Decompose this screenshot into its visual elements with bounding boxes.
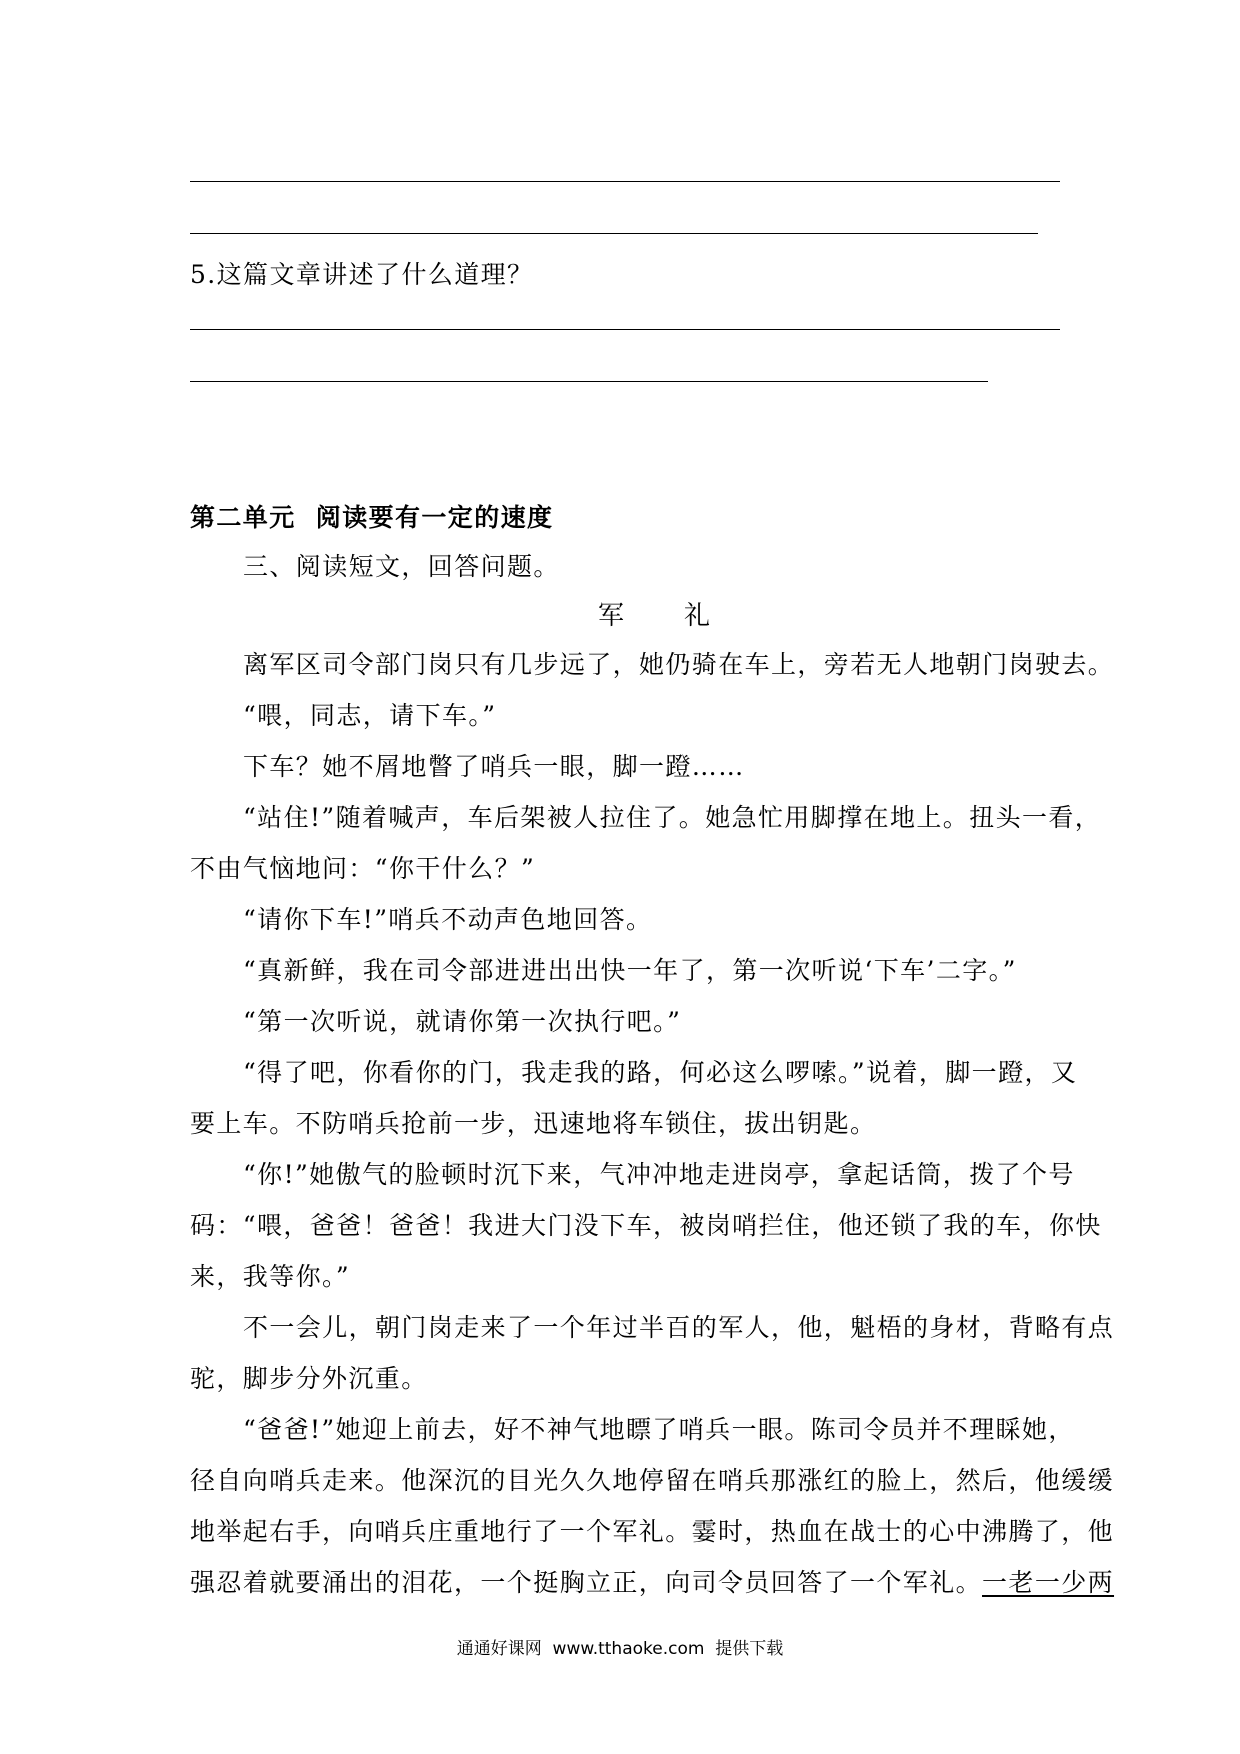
paragraph-line: 驼，脚步分外沉重。 bbox=[190, 1364, 428, 1393]
paragraph-line: 不由气恼地问：“你干什么？” bbox=[190, 854, 536, 883]
paragraph-line: “喂，同志，请下车。” bbox=[243, 701, 497, 730]
answer-line[interactable] bbox=[190, 181, 1060, 182]
paragraph-line: “第一次听说，就请你第一次执行吧。” bbox=[243, 1007, 682, 1036]
question-5: 5.这篇文章讲述了什么道理？ bbox=[190, 260, 534, 289]
paragraph-line: 径自向哨兵走来。他深沉的目光久久地停留在哨兵那涨红的脸上，然后，他缓缓 bbox=[190, 1466, 1115, 1495]
paragraph-line: 要上车。不防哨兵抢前一步，迅速地将车锁住，拔出钥匙。 bbox=[190, 1109, 877, 1138]
page-footer: 通通好课网 www.tthaoke.com 提供下载 bbox=[456, 1639, 784, 1659]
story-title-char: 礼 bbox=[684, 601, 713, 631]
paragraph-line: 码：“喂，爸爸！爸爸！我进大门没下车，被岗哨拦住，他还锁了我的车，你快 bbox=[190, 1211, 1102, 1240]
paragraph-line: 离军区司令部门岗只有几步远了，她仍骑在车上，旁若无人地朝门岗驶去。 bbox=[243, 650, 1115, 679]
paragraph-line: “你!”她傲气的脸顿时沉下来，气冲冲地走进岗亭，拿起话筒，拨了个号 bbox=[243, 1160, 1075, 1189]
answer-line[interactable] bbox=[190, 233, 1038, 234]
story-title-char: 军 bbox=[598, 601, 627, 631]
paragraph-line: “站住!”随着喊声，车后架被人拉住了。她急忙用脚撑在地上。扭头一看， bbox=[243, 803, 1102, 832]
paragraph-line: 来，我等你。” bbox=[190, 1262, 351, 1291]
paragraph-line: 不一会儿，朝门岗走来了一个年过半百的军人，他，魁梧的身材，背略有点 bbox=[243, 1313, 1115, 1342]
paragraph-line: “请你下车!”哨兵不动声色地回答。 bbox=[243, 905, 653, 934]
story-title bbox=[598, 600, 712, 632]
paragraph-line-text: 强忍着就要涌出的泪花，一个挺胸立正，向司令员回答了一个军礼。 bbox=[190, 1568, 983, 1597]
instruction: 三、阅读短文，回答问题。 bbox=[243, 552, 560, 581]
paragraph-line: 地举起右手，向哨兵庄重地行了一个军礼。霎时，热血在战士的心中沸腾了，他 bbox=[190, 1517, 1115, 1546]
underlined-phrase: 一老一少两 bbox=[982, 1568, 1115, 1597]
paragraph-line: “爸爸!”她迎上前去，好不神气地瞟了哨兵一眼。陈司令员并不理睬她， bbox=[243, 1415, 1075, 1444]
paragraph-line: 下车？她不屑地瞥了哨兵一眼，脚一蹬…… bbox=[243, 752, 745, 781]
answer-line[interactable] bbox=[190, 329, 1060, 330]
paragraph-line: “真新鲜，我在司令部进进出出快一年了，第一次听说‘下车’二字。” bbox=[243, 956, 1017, 985]
paragraph-line: “得了吧，你看你的门，我走我的路，何必这么啰嗦。”说着，脚一蹬，又 bbox=[243, 1058, 1078, 1087]
paragraph-line bbox=[190, 1567, 1114, 1599]
section-heading: 第二单元 阅读要有一定的速度 bbox=[190, 503, 554, 532]
answer-line[interactable] bbox=[190, 381, 988, 382]
